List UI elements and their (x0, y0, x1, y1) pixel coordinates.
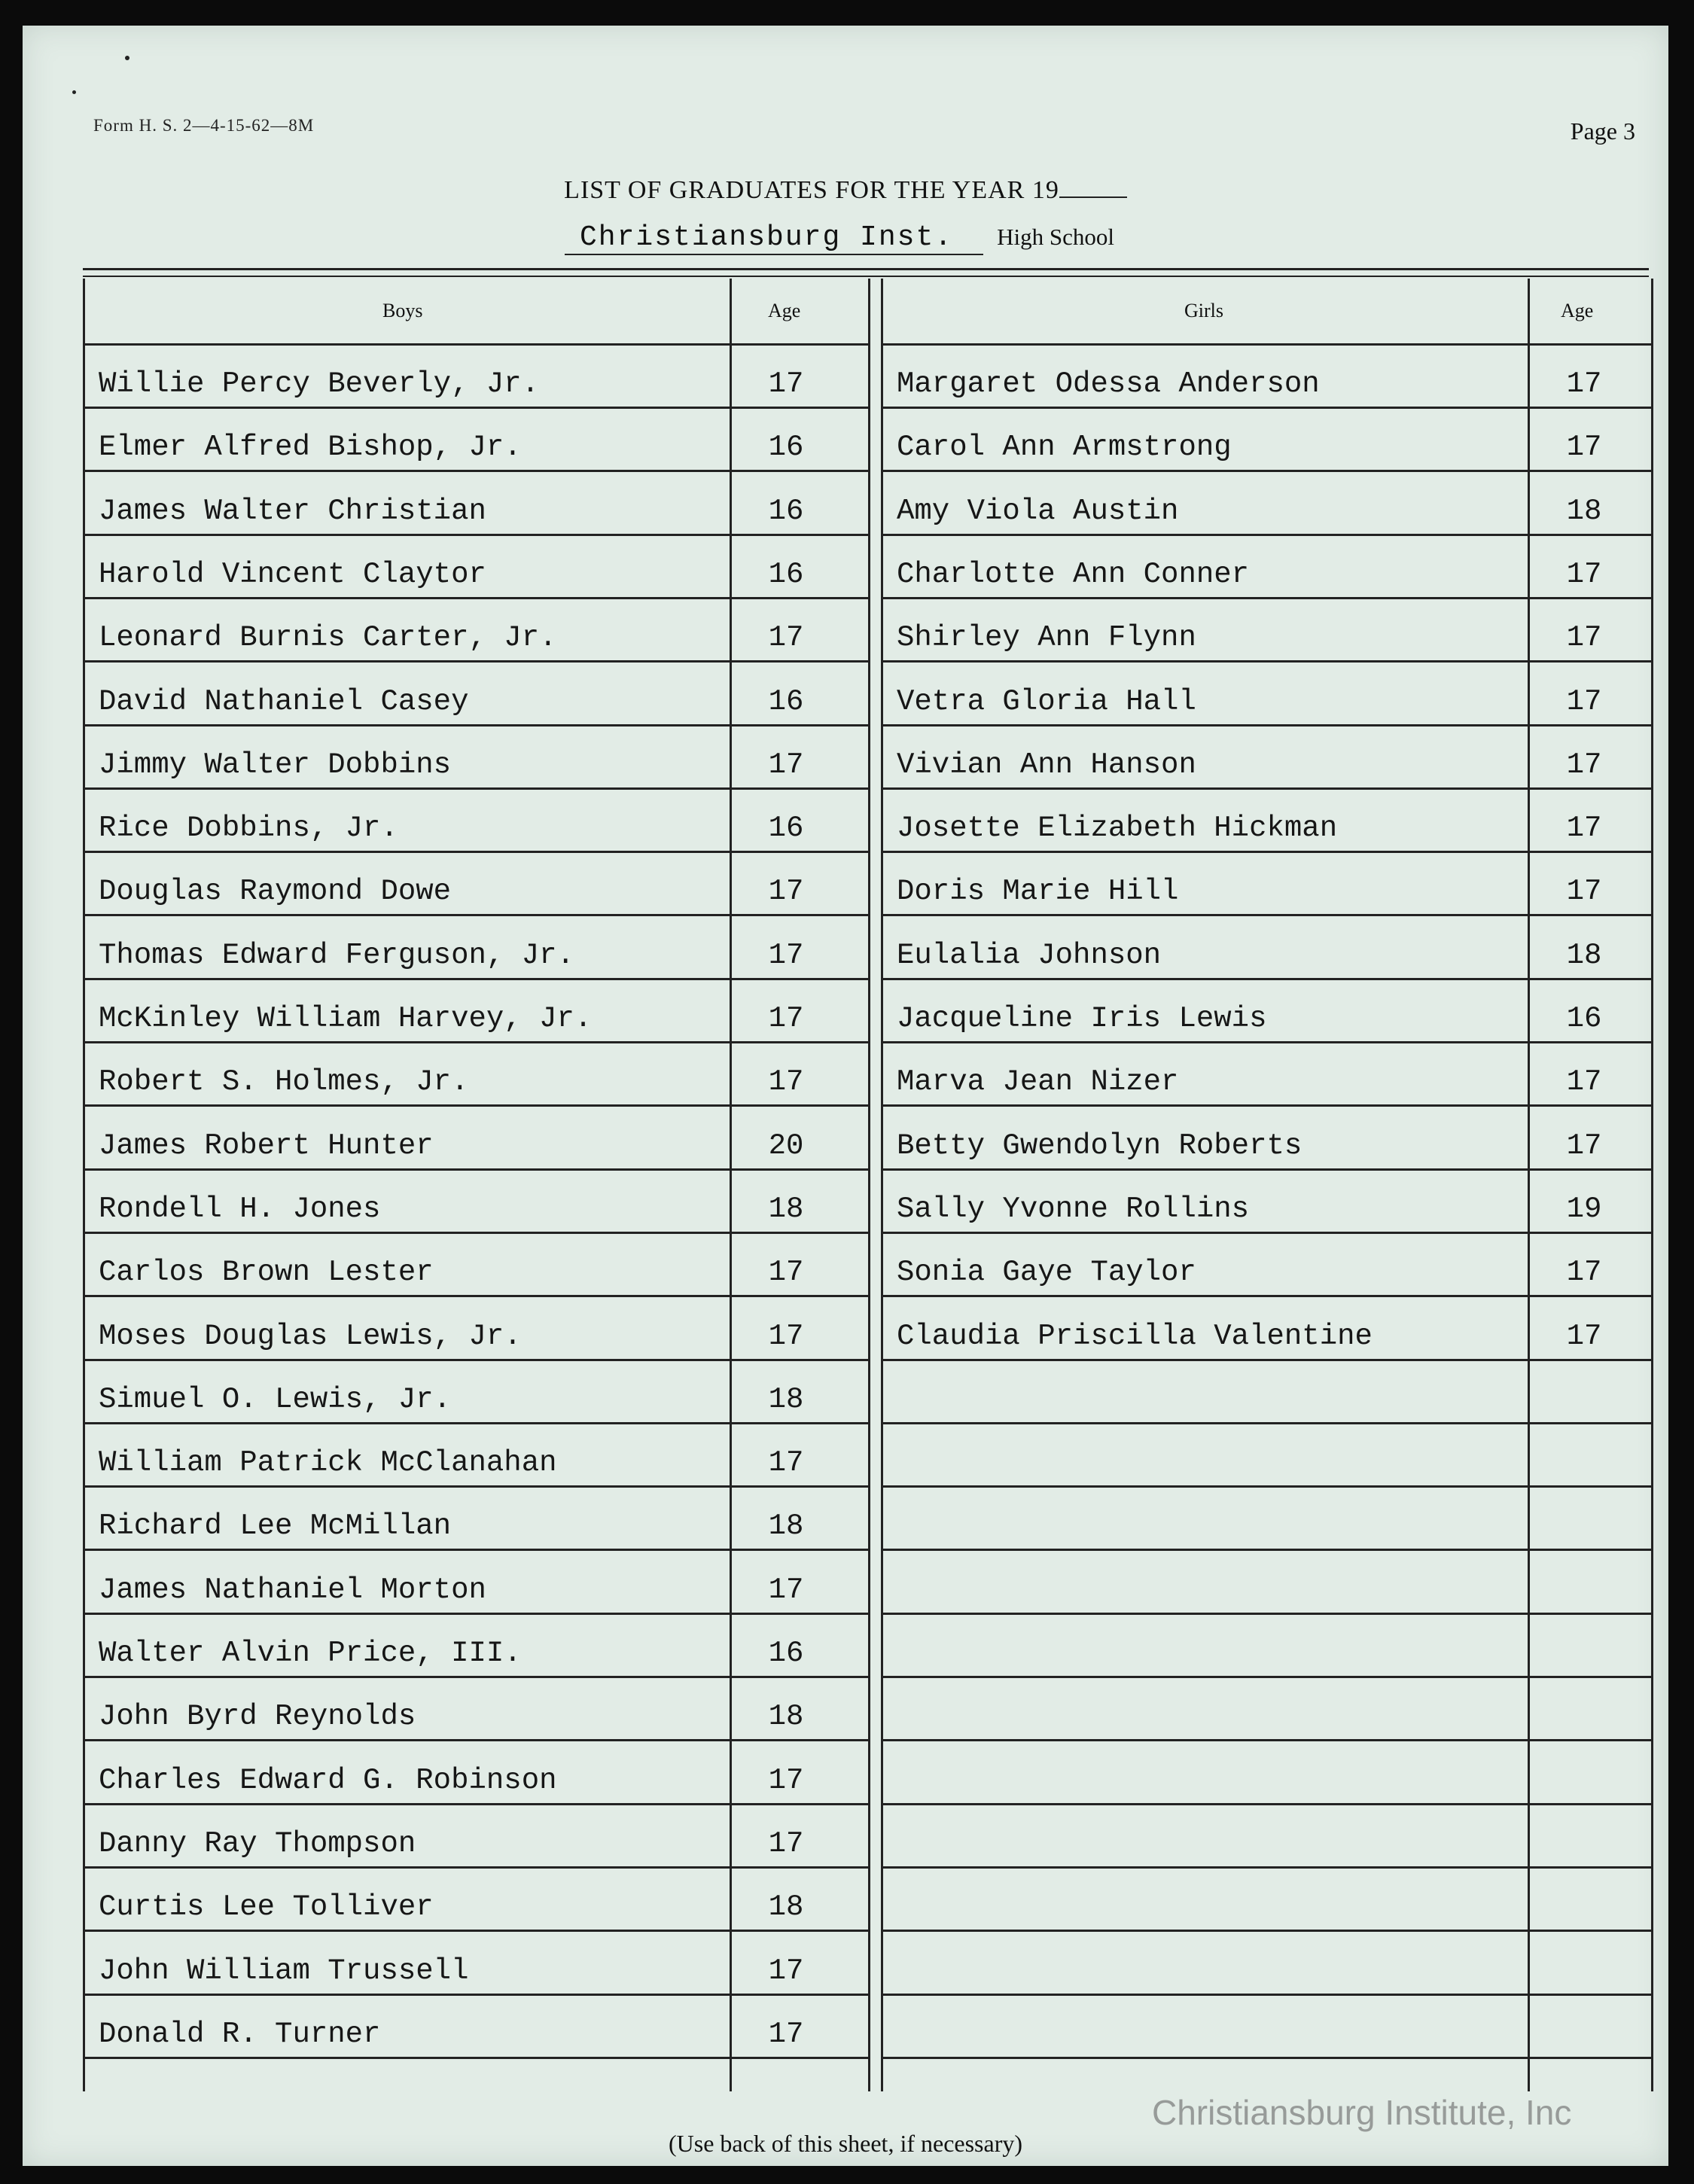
girl-row (883, 1232, 1651, 1297)
girl-age: 17 (1566, 431, 1602, 465)
boy-name: Leonard Burnis Carter, Jr. (99, 621, 557, 655)
girl-age: 17 (1566, 812, 1602, 845)
school-name: Christiansburg Inst. (565, 221, 983, 255)
boy-row (85, 724, 868, 790)
boy-row (85, 1422, 868, 1488)
boy-row (85, 471, 868, 536)
girl-age: 18 (1566, 938, 1602, 972)
boy-row (85, 978, 868, 1043)
girls-header: Girls (1184, 300, 1223, 321)
girl-name: Vetra Gloria Hall (897, 684, 1196, 718)
boy-name: James Robert Hunter (99, 1129, 434, 1162)
boy-row (85, 1740, 868, 1805)
boys-header: Boys (382, 300, 423, 321)
girl-age: 17 (1566, 684, 1602, 718)
form-sheet (23, 26, 1668, 2166)
boy-name: Simuel O. Lewis, Jr. (99, 1382, 452, 1416)
header-rule (83, 268, 1649, 270)
boy-row (85, 1866, 868, 1932)
boy-age: 18 (768, 1192, 804, 1226)
girl-name: Carol Ann Armstrong (897, 431, 1232, 465)
girl-age: 17 (1566, 621, 1602, 655)
boy-name: John Byrd Reynolds (99, 1700, 416, 1734)
girl-name: Amy Viola Austin (897, 494, 1179, 528)
boy-name: Donald R. Turner (99, 2017, 381, 2051)
boy-row (85, 787, 868, 853)
girl-row (883, 1549, 1651, 1615)
girl-age: 17 (1566, 1065, 1602, 1099)
girl-row (883, 1613, 1651, 1678)
girl-row (883, 1866, 1651, 1932)
boy-name: William Patrick McClanahan (99, 1446, 557, 1480)
boy-name: Willie Percy Beverly, Jr. (99, 367, 540, 401)
girl-age: 18 (1566, 494, 1602, 528)
boys-age-header: Age (768, 300, 801, 321)
girl-row (883, 471, 1651, 536)
boy-row (85, 915, 868, 980)
boy-age: 17 (768, 938, 804, 972)
boy-row (85, 1359, 868, 1424)
girl-row (883, 1041, 1651, 1107)
year-blank (1059, 178, 1127, 198)
girl-row (883, 724, 1651, 790)
boy-row (85, 1930, 868, 1996)
girl-name: Claudia Priscilla Valentine (897, 1319, 1373, 1353)
boys-table-header (85, 279, 868, 346)
boy-row (85, 1105, 868, 1171)
girl-name: Charlotte Ann Conner (897, 557, 1250, 591)
boy-name: Thomas Edward Ferguson, Jr. (99, 938, 574, 972)
girl-age: 16 (1566, 1002, 1602, 1035)
boy-row (85, 1232, 868, 1297)
boy-name: Robert S. Holmes, Jr. (99, 1065, 469, 1099)
boy-age: 17 (768, 1256, 804, 1290)
girl-row (883, 1359, 1651, 1424)
header-rule (83, 276, 1649, 277)
paper-speck (125, 56, 129, 60)
boy-age: 17 (768, 1826, 804, 1860)
girls-table (881, 279, 1653, 2091)
boys-table (83, 279, 870, 2091)
girl-name: Vivian Ann Hanson (897, 748, 1196, 781)
boy-age: 16 (768, 1637, 804, 1670)
boy-age: 17 (768, 621, 804, 655)
boy-name: David Nathaniel Casey (99, 684, 469, 718)
girl-name: Betty Gwendolyn Roberts (897, 1129, 1302, 1162)
boy-age: 20 (768, 1129, 804, 1162)
boy-age: 16 (768, 494, 804, 528)
girl-age: 19 (1566, 1192, 1602, 1226)
paper-speck (72, 90, 76, 94)
girl-row (883, 787, 1651, 853)
girl-age: 17 (1566, 367, 1602, 401)
girls-table-header (883, 279, 1651, 346)
boy-name: John William Trussell (99, 1954, 469, 1988)
boy-name: Douglas Raymond Dowe (99, 875, 452, 909)
boy-row (85, 1803, 868, 1869)
girl-name: Doris Marie Hill (897, 875, 1179, 909)
girl-row (883, 534, 1651, 599)
girl-row (883, 1168, 1651, 1234)
girl-name: Margaret Odessa Anderson (897, 367, 1320, 401)
boy-age: 17 (768, 1446, 804, 1480)
girl-row (883, 1740, 1651, 1805)
girl-age: 17 (1566, 1319, 1602, 1353)
girl-age: 17 (1566, 1129, 1602, 1162)
boy-name: James Walter Christian (99, 494, 486, 528)
boy-age: 17 (768, 1065, 804, 1099)
girl-row (883, 343, 1651, 409)
school-line (565, 221, 1114, 255)
girl-row (883, 597, 1651, 663)
page-number: Page 3 (1570, 117, 1635, 145)
boy-name: Jimmy Walter Dobbins (99, 748, 452, 781)
girl-row (883, 851, 1651, 916)
girl-row (883, 1930, 1651, 1996)
boy-name: Walter Alvin Price, III. (99, 1637, 522, 1670)
girl-name: Sally Yvonne Rollins (897, 1192, 1250, 1226)
boy-row (85, 1168, 868, 1234)
boy-name: Rice Dobbins, Jr. (99, 812, 398, 845)
girl-row (883, 1485, 1651, 1551)
boy-row (85, 1676, 868, 1741)
boy-name: Danny Ray Thompson (99, 1826, 416, 1860)
boy-row (85, 661, 868, 726)
boy-age: 17 (768, 1573, 804, 1607)
boy-age: 17 (768, 748, 804, 781)
boy-row (85, 1549, 868, 1615)
boy-age: 18 (768, 1509, 804, 1543)
boy-age: 16 (768, 557, 804, 591)
boy-age: 16 (768, 684, 804, 718)
girl-name: Jacqueline Iris Lewis (897, 1002, 1267, 1035)
boy-row (85, 1994, 868, 2059)
girl-name: Eulalia Johnson (897, 938, 1162, 972)
boy-name: Rondell H. Jones (99, 1192, 381, 1226)
girl-row (883, 1105, 1651, 1171)
girl-name: Marva Jean Nizer (897, 1065, 1179, 1099)
boy-row (85, 1485, 868, 1551)
boy-name: James Nathaniel Morton (99, 1573, 486, 1607)
girl-row (883, 915, 1651, 980)
form-id: Form H. S. 2—4-15-62—8M (93, 116, 315, 135)
girls-age-header: Age (1561, 300, 1594, 321)
boy-name: McKinley William Harvey, Jr. (99, 1002, 593, 1035)
girl-name: Josette Elizabeth Hickman (897, 812, 1338, 845)
boy-age: 17 (768, 1763, 804, 1797)
title-text: LIST OF GRADUATES FOR THE YEAR 19 (564, 176, 1059, 204)
girl-row (883, 1994, 1651, 2059)
boy-age: 18 (768, 1700, 804, 1734)
boy-name: Elmer Alfred Bishop, Jr. (99, 431, 522, 465)
boy-row (85, 597, 868, 663)
page-title (23, 176, 1668, 205)
boy-row (85, 1041, 868, 1107)
girl-row (883, 661, 1651, 726)
boy-age: 18 (768, 1890, 804, 1924)
girl-row (883, 1296, 1651, 1361)
boy-age: 17 (768, 367, 804, 401)
girl-age: 17 (1566, 748, 1602, 781)
school-suffix: High School (997, 224, 1114, 250)
boy-name: Harold Vincent Claytor (99, 557, 486, 591)
girl-row (883, 1803, 1651, 1869)
boy-age: 17 (768, 1002, 804, 1035)
boy-row (85, 1296, 868, 1361)
boy-age: 17 (768, 875, 804, 909)
boy-name: Charles Edward G. Robinson (99, 1763, 557, 1797)
boy-name: Carlos Brown Lester (99, 1256, 434, 1290)
boy-age: 18 (768, 1382, 804, 1416)
girl-row (883, 978, 1651, 1043)
boy-age: 17 (768, 1319, 804, 1353)
footer-note: (Use back of this sheet, if necessary) (668, 2130, 1023, 2157)
girl-row (883, 1676, 1651, 1741)
boy-name: Moses Douglas Lewis, Jr. (99, 1319, 522, 1353)
girl-age: 17 (1566, 557, 1602, 591)
boy-row (85, 407, 868, 472)
girl-name: Shirley Ann Flynn (897, 621, 1196, 655)
girl-age: 17 (1566, 1256, 1602, 1290)
boy-name: Richard Lee McMillan (99, 1509, 452, 1543)
watermark: Christiansburg Institute, Inc (1152, 2093, 1572, 2132)
boy-name: Curtis Lee Tolliver (99, 1890, 434, 1924)
boy-age: 17 (768, 1954, 804, 1988)
boy-age: 17 (768, 2017, 804, 2051)
boy-row (85, 1613, 868, 1678)
girl-age: 17 (1566, 875, 1602, 909)
boy-age: 16 (768, 812, 804, 845)
girl-row (883, 407, 1651, 472)
boy-row (85, 343, 868, 409)
girl-name: Sonia Gaye Taylor (897, 1256, 1196, 1290)
boy-row (85, 534, 868, 599)
boy-age: 16 (768, 431, 804, 465)
boy-row (85, 851, 868, 916)
girl-row (883, 1422, 1651, 1488)
